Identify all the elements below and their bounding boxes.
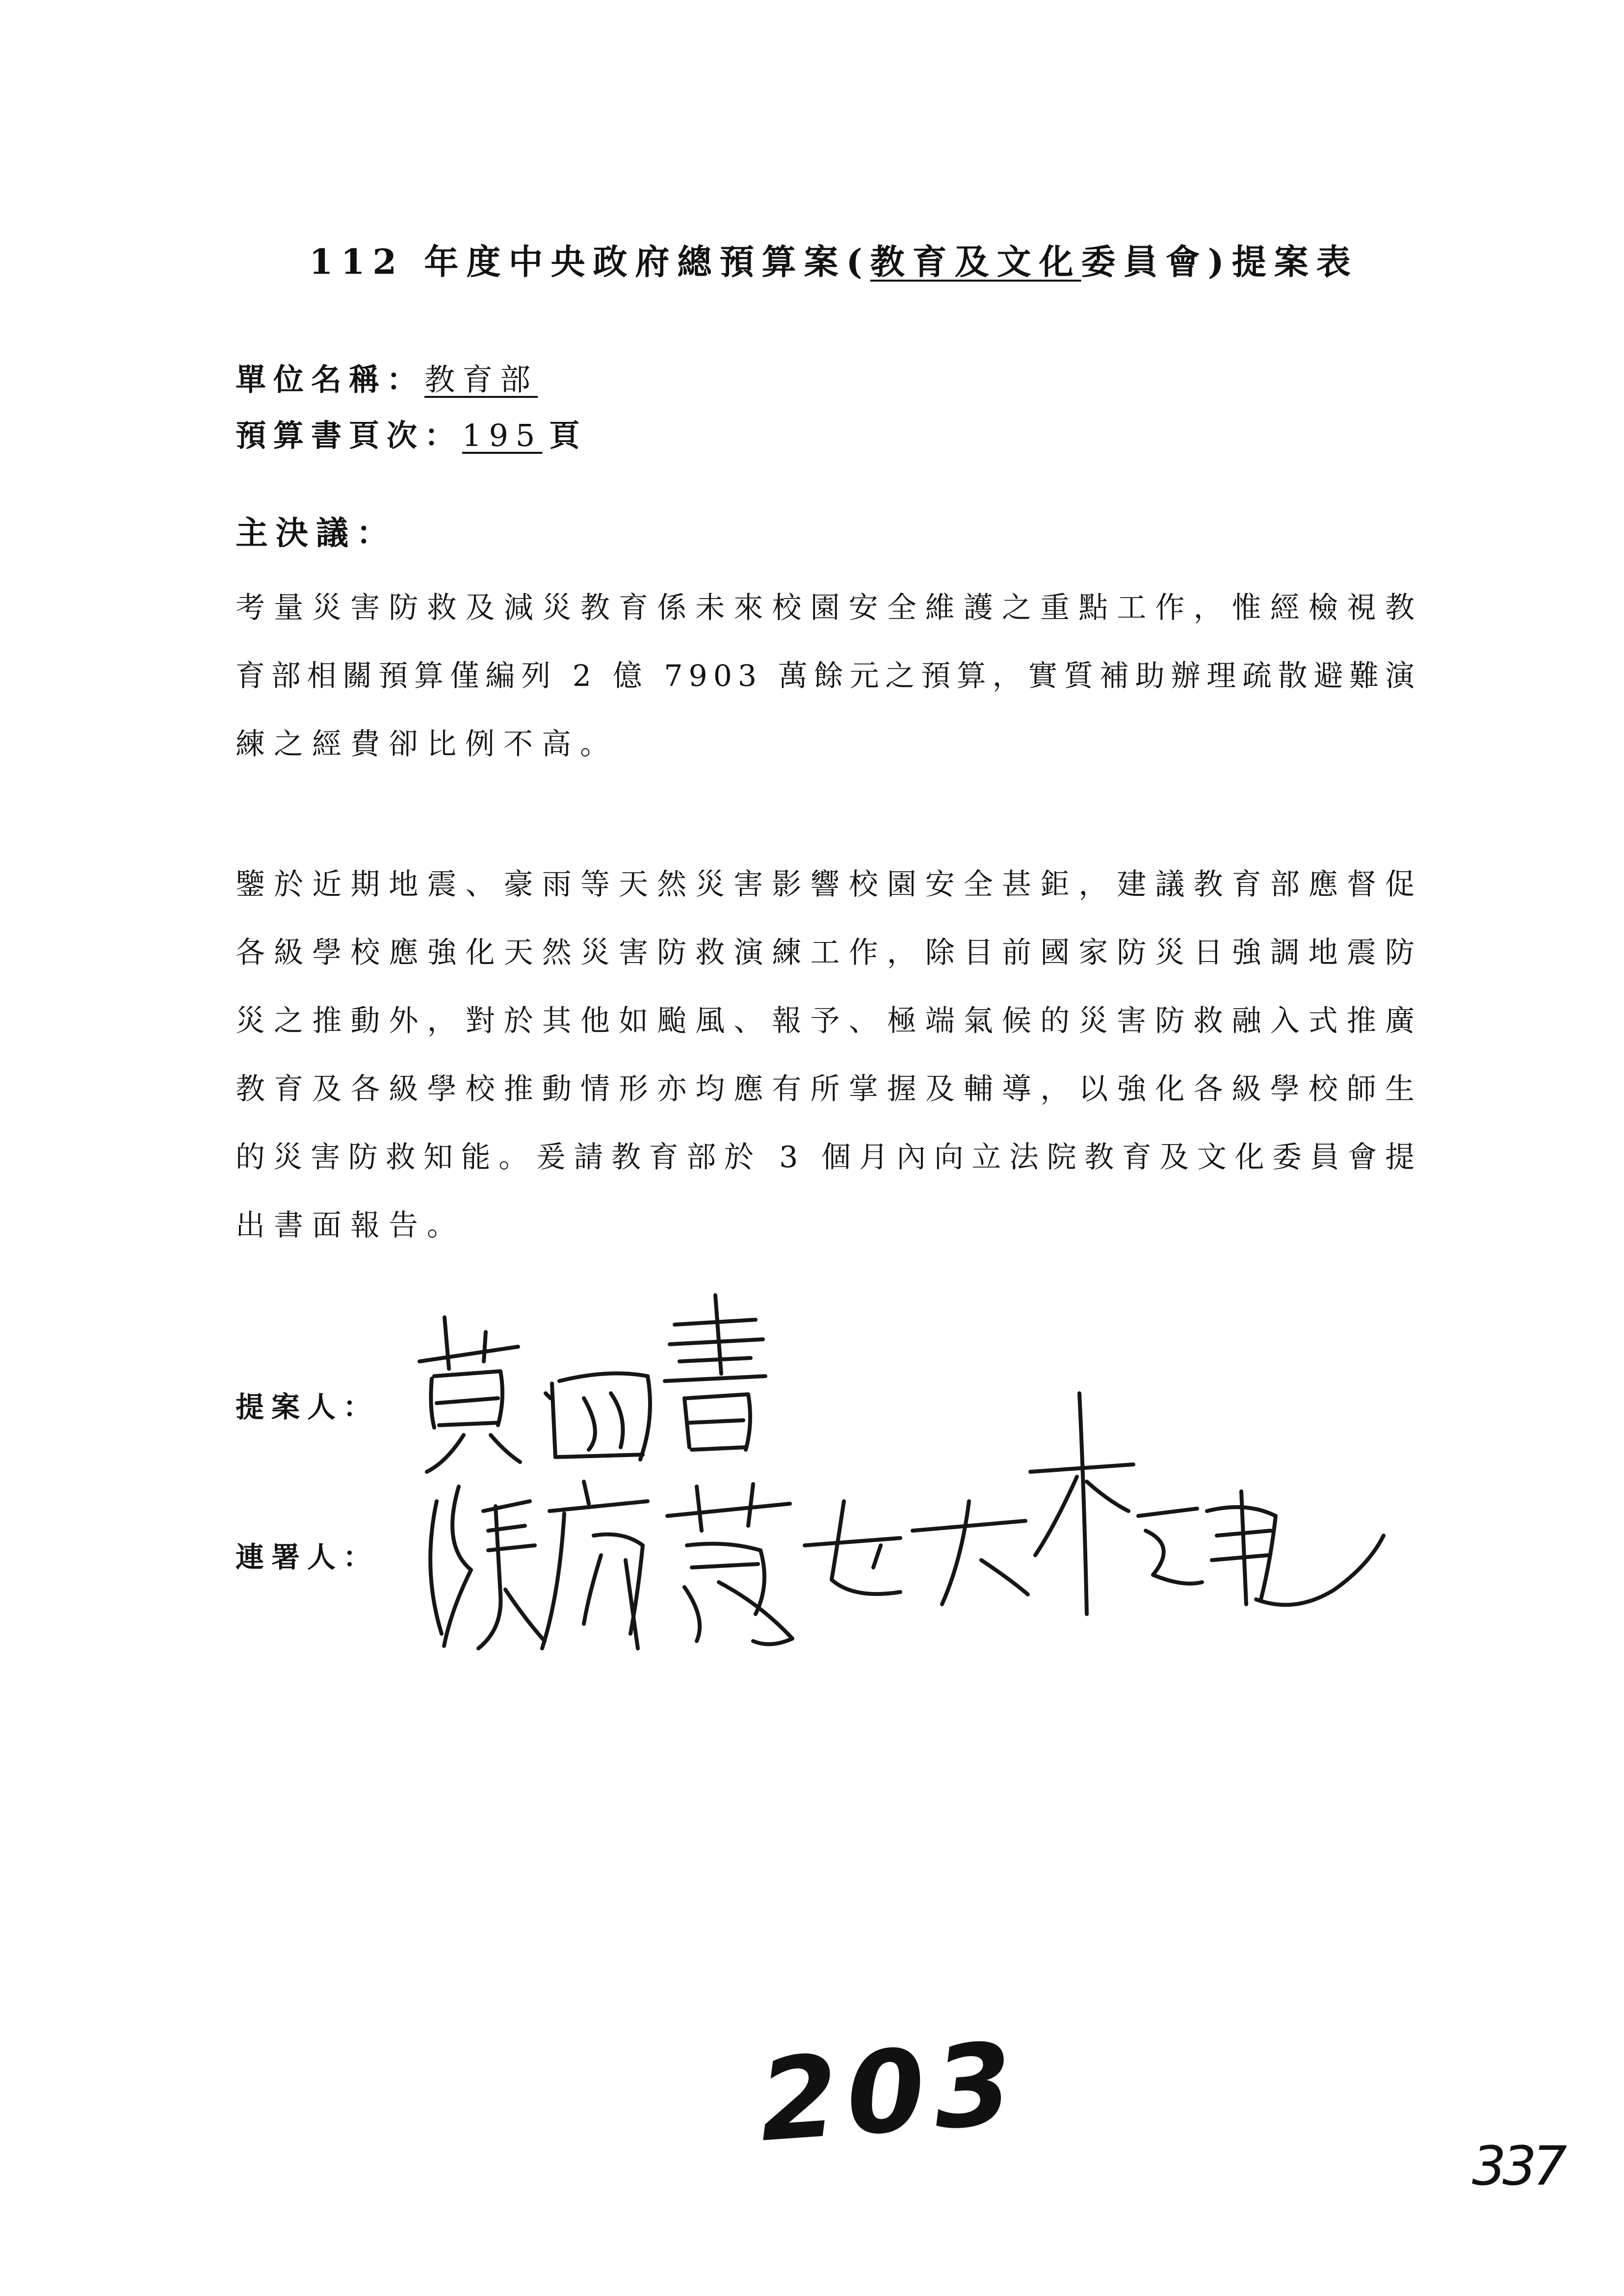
- paragraph-line: 育部相關預算僅編列 2 億 7903 萬餘元之預算，實質補助辦理疏散避難演: [236, 659, 1420, 693]
- resolution-heading: 主決議：: [236, 514, 396, 552]
- budget-page-unit: 頁: [549, 417, 587, 453]
- proposer-signature: [419, 1295, 765, 1472]
- document-meta: [236, 352, 587, 464]
- paragraph-line: 練之經費卻比例不高。: [236, 727, 618, 761]
- budget-page-value: 195: [462, 417, 543, 453]
- resolution-paragraph-2: [236, 851, 1420, 1260]
- paragraph-line: 教育及各級學校推動情形亦均應有所掌握及輔導，以強化各級學校師生: [236, 1072, 1420, 1106]
- unit-row: [236, 352, 587, 408]
- page-title: [309, 237, 1359, 287]
- paragraph-line: 災之推動外，對於其他如颱風、報予、極端氣候的災害防救融入式推廣: [236, 1004, 1420, 1038]
- title-prefix: 112 年度中央政府總預算案(: [309, 241, 870, 282]
- cosigners-label: 連署人：: [236, 1540, 379, 1574]
- proposer-label: 提案人：: [236, 1390, 379, 1424]
- budget-page-row: [236, 408, 587, 464]
- unit-label: 單位名稱：: [236, 362, 425, 397]
- paragraph-line: 各級學校應強化天然災害防救演練工作，除目前國家防災日強調地震防: [236, 936, 1420, 970]
- cosigner-signatures: [430, 1393, 1384, 1648]
- paragraph-line: 考量災害防救及減災教育係未來校園安全維護之重點工作，惟經檢視教: [236, 591, 1420, 625]
- title-committee: 教育及文化: [870, 241, 1081, 282]
- paragraph-line: 鑒於近期地震、豪雨等天然災害影響校園安全甚鉅，建議教育部應督促: [236, 867, 1420, 902]
- paragraph-line: 的災害防救知能。爰請教育部於 3 個月內向立法院教育及文化委員會提: [236, 1140, 1420, 1174]
- unit-value: 教育部: [424, 362, 538, 397]
- corner-page-number: 337: [1472, 2135, 1563, 2197]
- handwritten-page-number: 203: [755, 2018, 1026, 2167]
- title-suffix: 委員會)提案表: [1081, 241, 1359, 282]
- budget-page-label: 預算書頁次：: [236, 417, 463, 453]
- resolution-paragraph-1: [236, 574, 1420, 779]
- paragraph-line: 出書面報告。: [236, 1208, 465, 1243]
